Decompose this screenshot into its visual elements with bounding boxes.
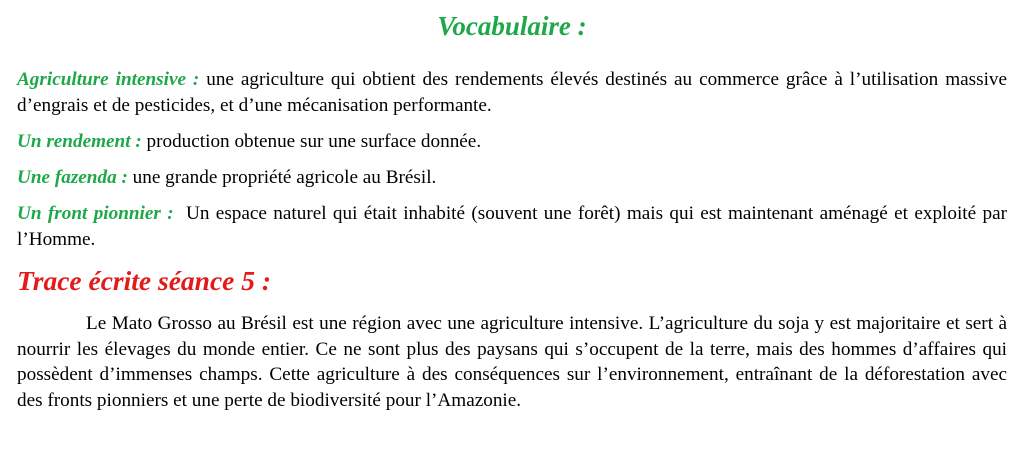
trace-ecrite-title: Trace écrite séance 5 : xyxy=(17,265,272,296)
definition-text: Un espace naturel qui était inhabité (souvent une forêt) mais qui est maintenant aménagé et exploité par l’Homme. xyxy=(17,203,1008,250)
definition-text: une grande propriété agricole au Brésil. xyxy=(127,167,437,188)
definition-text: production obtenue sur une surface donnée. xyxy=(141,131,482,152)
definition-front-pionnier xyxy=(17,201,1007,253)
definition-term: Agriculture intensive : xyxy=(17,69,200,90)
vocabulary-title: Vocabulaire : xyxy=(437,11,587,41)
definition-agriculture-intensive xyxy=(17,67,1007,119)
trace-ecrite-paragraph: Le Mato Grosso au Brésil est une région avec une agriculture intensive. L’agriculture du soja y est majoritaire et sert à nourrir les élevages du monde entier. Ce ne sont plus des paysans qui s’occupent de la terre, mais des hommes d’affaires qui possèdent d’immenses champs. Cette agriculture à des conséquences sur l’environnement, entraînant de la déforestation avec des fronts pionniers et une perte de biodiversité pour l’Amazonie. xyxy=(17,313,1007,411)
document-page xyxy=(17,0,1007,413)
definition-rendement xyxy=(17,129,1007,155)
definition-term: Une fazenda : xyxy=(17,167,128,188)
definition-term: Un front pionnier : xyxy=(17,203,174,224)
definition-text: une agriculture qui obtient des rendements élevés destinés au commerce grâce à l’utilisation massive d’engrais et de pesticides, et d’une mécanisation performante. xyxy=(17,69,1008,116)
definition-fazenda xyxy=(17,165,1007,191)
definition-term: Un rendement : xyxy=(17,131,142,152)
